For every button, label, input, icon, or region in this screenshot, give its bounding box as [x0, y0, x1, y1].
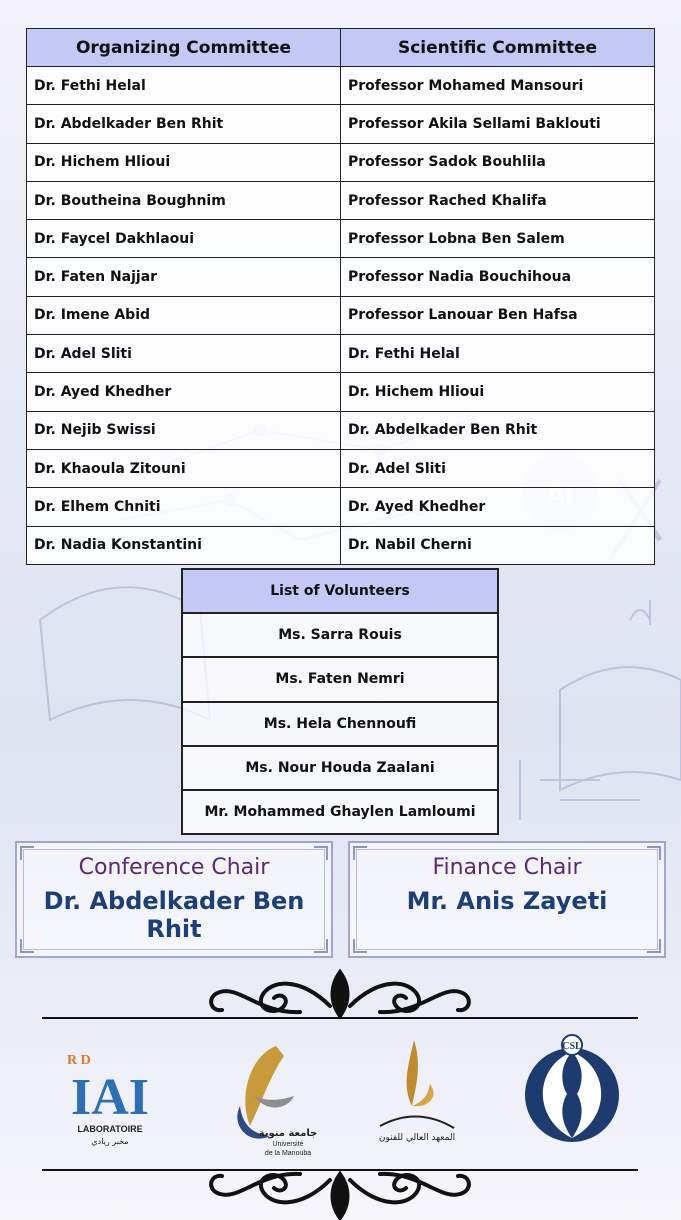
scientific-member: Professor Lanouar Ben Hafsa — [341, 296, 655, 334]
scientific-member: Dr. Hichem Hlioui — [341, 373, 655, 411]
corner-ornament — [353, 939, 367, 953]
manouba-universite-text: Université — [272, 1141, 304, 1148]
organizing-member: Dr. Elhem Chniti — [27, 488, 341, 526]
organizing-member: Dr. Boutheina Boughnim — [27, 181, 341, 219]
scientific-member: Dr. Nabil Cherni — [341, 526, 655, 564]
manouba-location-text: de la Manouba — [264, 1150, 312, 1157]
table-row — [27, 181, 655, 219]
institute-arabic-text: المعهد العالي للفنون — [378, 1133, 456, 1143]
finance-chair-name: Mr. Anis Zayeti — [406, 887, 608, 915]
scientific-member: Dr. Ayed Khedher — [341, 488, 655, 526]
volunteer-name: Ms. Hela Chennoufi — [182, 702, 498, 746]
table-row — [27, 488, 655, 526]
table-row — [27, 67, 655, 105]
organizing-member: Dr. Faycel Dakhlaoui — [27, 220, 341, 258]
table-row — [182, 790, 498, 834]
table-row — [182, 613, 498, 657]
volunteers-header: List of Volunteers — [182, 569, 498, 613]
volunteer-name: Ms. Sarra Rouis — [182, 613, 498, 657]
volunteers-table — [181, 568, 499, 835]
organizing-member: Dr. Hichem Hlioui — [27, 143, 341, 181]
table-row — [27, 373, 655, 411]
table-row — [27, 449, 655, 487]
ornament-divider-top — [0, 966, 681, 1026]
institute-calligraphy-logo — [372, 1036, 462, 1151]
table-row — [182, 702, 498, 746]
volunteer-name: Ms. Nour Houda Zaalani — [182, 746, 498, 790]
table-row — [27, 296, 655, 334]
scientific-member: Professor Mohamed Mansouri — [341, 67, 655, 105]
iai-laboratory-logo — [55, 1048, 165, 1148]
organizing-member: Dr. Ayed Khedher — [27, 373, 341, 411]
volunteers-header-row — [182, 569, 498, 613]
table-row — [27, 335, 655, 373]
csl-logo — [515, 1032, 630, 1150]
table-row — [27, 411, 655, 449]
table-row — [182, 746, 498, 790]
organizing-member: Dr. Fethi Helal — [27, 67, 341, 105]
scientific-member: Dr. Fethi Helal — [341, 335, 655, 373]
table-row — [182, 657, 498, 701]
logo-rd-letters: R D — [67, 1053, 91, 1068]
scientific-member: Professor Nadia Bouchihoua — [341, 258, 655, 296]
scientific-member: Dr. Abdelkader Ben Rhit — [341, 411, 655, 449]
scientific-member: Professor Rached Khalifa — [341, 181, 655, 219]
organizing-member: Dr. Faten Najjar — [27, 258, 341, 296]
organizing-member: Dr. Khaoula Zitouni — [27, 449, 341, 487]
scientific-member: Professor Akila Sellami Baklouti — [341, 105, 655, 143]
organizing-member: Dr. Imene Abid — [27, 296, 341, 334]
committee-header-row — [27, 29, 655, 67]
table-row — [27, 220, 655, 258]
corner-ornament — [647, 939, 661, 953]
committee-table — [26, 28, 655, 565]
csl-label: CSL — [562, 1041, 582, 1052]
volunteer-name: Mr. Mohammed Ghaylen Lamloumi — [182, 790, 498, 834]
logo-laboratoire-text: LABORATOIRE — [77, 1124, 143, 1134]
scientific-member: Professor Lobna Ben Salem — [341, 220, 655, 258]
logo-arabic-text: مخبر ريادي — [91, 1137, 129, 1146]
scientific-committee-header: Scientific Committee — [341, 29, 655, 67]
ornament-divider-bottom — [0, 1162, 681, 1220]
finance-chair-title: Finance Chair — [432, 855, 582, 880]
logo-iai-letters: IAI — [70, 1069, 150, 1126]
table-row — [27, 258, 655, 296]
scientific-member: Dr. Adel Sliti — [341, 449, 655, 487]
organizing-member: Dr. Nejib Swissi — [27, 411, 341, 449]
organizing-member: Dr. Abdelkader Ben Rhit — [27, 105, 341, 143]
conference-chair-title: Conference Chair — [78, 855, 270, 880]
volunteer-name: Ms. Faten Nemri — [182, 657, 498, 701]
conference-chair-card — [15, 841, 333, 958]
table-row — [27, 105, 655, 143]
finance-chair-card — [348, 841, 666, 958]
conference-chair-name: Dr. Abdelkader Ben Rhit — [43, 887, 305, 943]
organizing-committee-header: Organizing Committee — [27, 29, 341, 67]
organizing-member: Dr. Adel Sliti — [27, 335, 341, 373]
table-row — [27, 526, 655, 564]
table-row — [27, 143, 655, 181]
scientific-member: Professor Sadok Bouhlila — [341, 143, 655, 181]
manouba-arabic-name: جامعة منوبة — [258, 1128, 318, 1139]
organizing-member: Dr. Nadia Konstantini — [27, 526, 341, 564]
universite-manouba-logo — [210, 1036, 320, 1161]
